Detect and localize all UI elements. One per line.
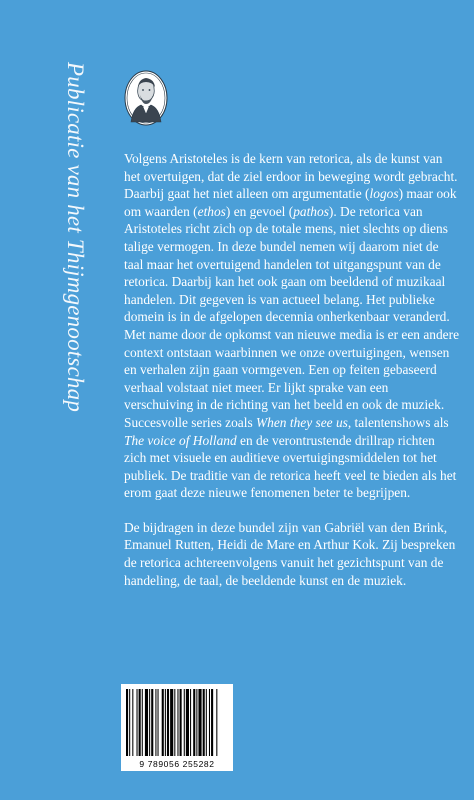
summary-text-b: ) maar ook om waarden (	[124, 186, 457, 219]
title-the-voice-of-holland: The voice of Holland	[124, 432, 237, 448]
barcode-bar	[190, 689, 191, 756]
barcode-bar	[145, 689, 148, 756]
barcode-bar	[211, 689, 213, 756]
barcode-bar	[126, 689, 128, 756]
summary-text-c: ) en gevoel (	[225, 203, 294, 219]
term-pathos: pathos	[293, 203, 329, 219]
portrait-engraving-icon	[124, 70, 168, 126]
barcode-bar	[139, 689, 141, 756]
barcode-bar	[193, 689, 195, 756]
barcode-icon	[121, 684, 233, 771]
spine-title	[63, 62, 108, 672]
barcode-bar	[216, 689, 217, 756]
barcode-bar	[132, 689, 133, 756]
barcode-bar	[198, 689, 201, 756]
term-logos: logos	[369, 186, 399, 202]
barcode-bar	[203, 689, 205, 756]
barcode-bar	[170, 689, 173, 756]
barcode-bar	[158, 689, 159, 756]
barcode-bar	[167, 689, 169, 756]
term-ethos: ethos	[197, 203, 226, 219]
barcode-bar	[209, 689, 210, 756]
barcode-bar	[137, 689, 138, 756]
spine-title-text: Publicatie van het Thijmgenootschap	[63, 62, 88, 413]
barcode-bar	[165, 689, 166, 756]
barcode-bar	[151, 689, 153, 756]
summary-paragraph	[124, 150, 460, 502]
barcode-bar	[155, 689, 156, 756]
barcode-bar	[142, 689, 143, 756]
barcode-bar	[186, 689, 189, 756]
barcode-bar	[184, 689, 185, 756]
summary-text-a: Volgens Aristoteles is de kern van retorica, als de kunst van het overtuigen, dat de ziel erdoor in beweging wordt gebracht. Daarbij gaat het niet alleen om argumentatie (	[124, 151, 458, 202]
title-when-they-see-us: When they see us	[256, 414, 348, 430]
barcode-bar	[149, 689, 150, 756]
barcode-digits: 9 789056 255282	[139, 759, 215, 769]
barcode-bar	[180, 689, 182, 756]
summary-text-f: en de verontrustende drillrap richten zich met visuele en auditieve overtuigingsmiddelen tot het publiek. De traditie van de retorica heeft veel te bieden als het erom gaat deze nieuwe fenomenen beter te begrijpen.	[124, 432, 457, 501]
barcode-bar	[129, 689, 130, 756]
contributors-paragraph: De bijdragen in deze bundel zijn van Gabriël van den Brink, Emanuel Rutten, Heidi de Mare en Arthur Kok. Zij bespreken de retorica achtereenvolgens vanuit het gezichtspunt van de handeling, de taal, de beeldende kunst en de muziek.	[124, 519, 456, 588]
summary-text-e: , talentenshows als	[347, 414, 449, 430]
summary-text-d: ). De retorica van Aristoteles richt zich op de totale mens, niet slechts op diens talige vermogen. In deze bundel nemen wij daarom niet de taal maar het overtuigend handelen tot uitgangspunt van de retorica. Daarbij kan het ook gaan om beeldend of muzikaal handelen. Dit gegeven is van actueel belang. Het publieke domein is in de afgelopen decennia onherkenbaar veranderd. Met name door de opkomst van nieuwe media is er een andere context ontstaan waarbinnen we onze overtuigingen, wensen en verhalen zijn gaan vormgeven. Een op feiten gebaseerd verhaal volstaat niet meer. Er lijkt sprake van een verschuiving in de richting van het beeld en ook de muziek. Succesvolle series zoals	[124, 203, 460, 430]
barcode-bar	[174, 689, 175, 756]
barcode-bar	[177, 689, 178, 756]
back-cover-text	[124, 150, 460, 606]
barcode-bar	[196, 689, 197, 756]
barcode-bar	[162, 689, 164, 756]
barcode-bar	[206, 689, 207, 756]
